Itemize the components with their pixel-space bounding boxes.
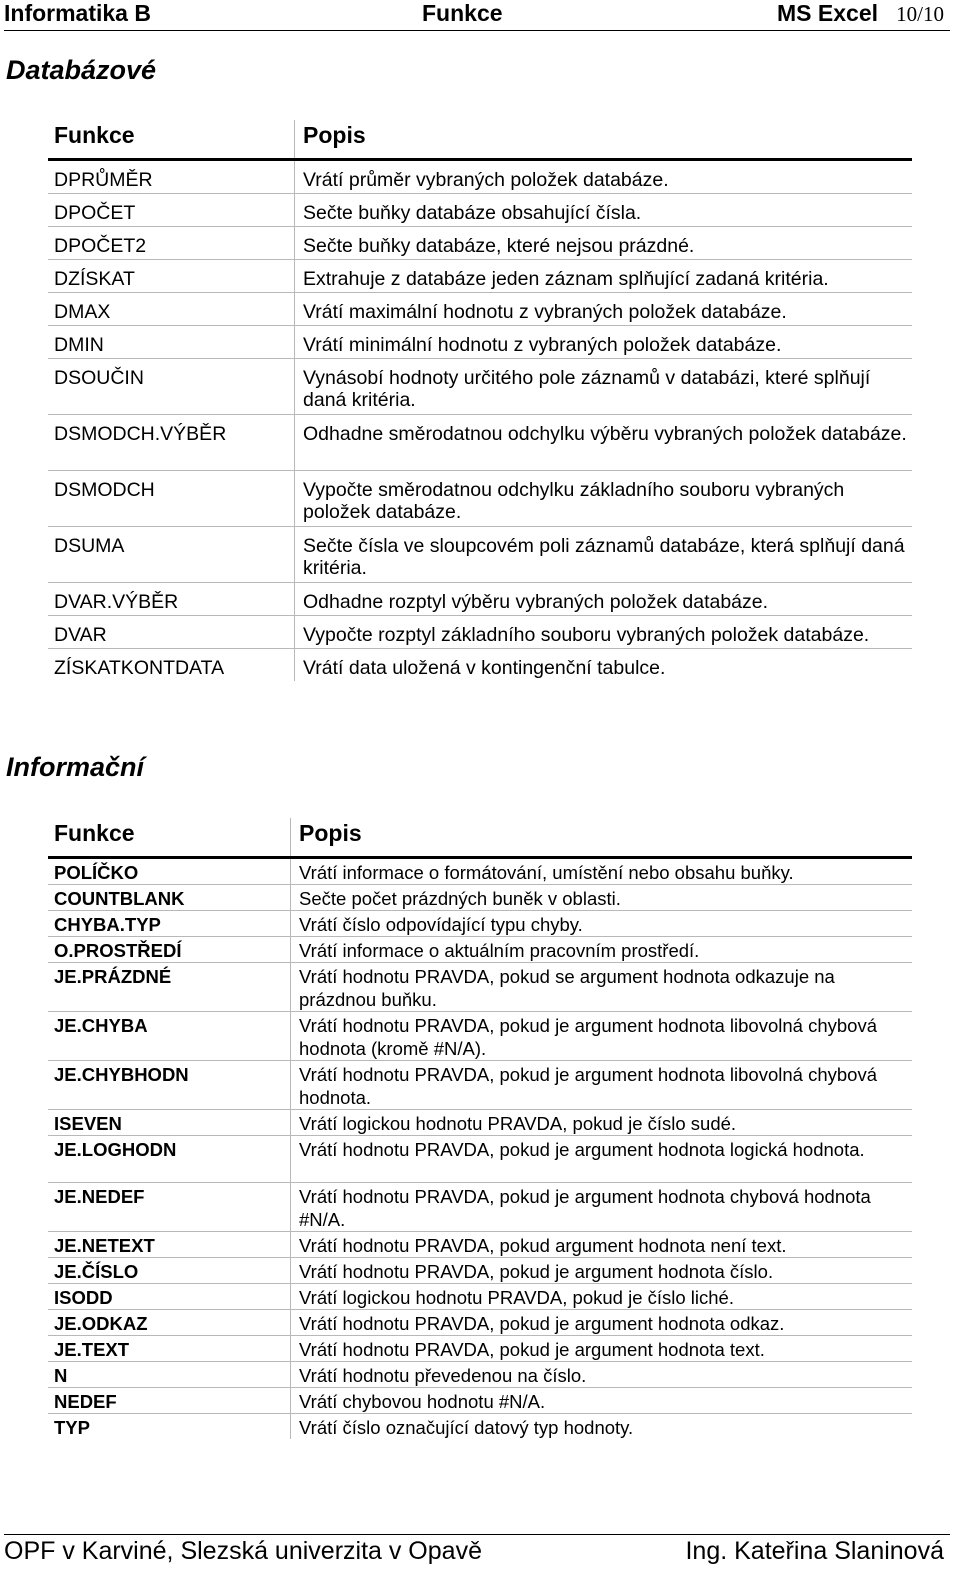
function-name: DZÍSKAT [48, 260, 295, 293]
table-row [48, 1336, 912, 1362]
section-title-database: Databázové [6, 55, 157, 85]
table-row [48, 1284, 912, 1310]
function-description: Vypočte směrodatnou odchylku základního souboru vybraných položek databáze. [295, 471, 913, 527]
function-name: JE.LOGHODN [48, 1136, 291, 1183]
function-description: Vrátí hodnotu PRAVDA, pokud je argument hodnota chybová hodnota #N/A. [291, 1183, 913, 1232]
table-row [48, 885, 912, 911]
function-name: DPOČET [48, 194, 295, 227]
application-name: MS Excel [777, 0, 878, 26]
author: Ing. Kateřina Slaninová [685, 1537, 944, 1565]
section-title-information: Informační [6, 752, 145, 782]
function-description: Sečte buňky databáze obsahující čísla. [295, 194, 913, 227]
table-row [48, 1183, 912, 1232]
function-name: JE.PRÁZDNÉ [48, 963, 291, 1012]
function-name: COUNTBLANK [48, 885, 291, 911]
function-name: DSOUČIN [48, 359, 295, 415]
function-description: Vrátí číslo označující datový typ hodnoty. [291, 1414, 913, 1440]
function-description: Vrátí hodnotu převedenou na číslo. [291, 1362, 913, 1388]
function-name: DSUMA [48, 527, 295, 583]
function-name: TYP [54, 1417, 90, 1438]
function-description: Vrátí maximální hodnotu z vybraných položek databáze. [295, 293, 913, 326]
table-row [48, 1110, 912, 1136]
function-name: N [48, 1362, 291, 1388]
institution: OPF v Karviné, Slezská univerzita v Opavě [4, 1537, 482, 1565]
chapter-title: Funkce [422, 0, 503, 26]
table-row [48, 260, 912, 293]
function-description: Vrátí hodnotu PRAVDA, pokud je argument hodnota odkaz. [291, 1310, 913, 1336]
function-description: Odhadne směrodatnou odchylku výběru vybraných položek databáze. [295, 415, 913, 471]
table-row [48, 1061, 912, 1110]
function-name: DMAX [48, 293, 295, 326]
table-row [48, 963, 912, 1012]
function-name: NEDEF [48, 1388, 291, 1414]
column-header-function: Funkce [48, 818, 291, 858]
table-row [48, 1310, 912, 1336]
table-row [48, 1388, 912, 1414]
table-row [48, 359, 912, 415]
table-row [48, 1136, 912, 1183]
table-header-row [48, 120, 912, 160]
function-name: DVAR [48, 616, 295, 649]
function-description: Vypočte rozptyl základního souboru vybraných položek databáze. [295, 616, 913, 649]
function-description: Odhadne rozptyl výběru vybraných položek databáze. [295, 583, 913, 616]
function-description: Vrátí logickou hodnotu PRAVDA, pokud je číslo sudé. [291, 1110, 913, 1136]
table-row [48, 858, 912, 885]
column-header-function: Funkce [48, 120, 295, 160]
function-description: Vrátí hodnotu PRAVDA, pokud je argument hodnota libovolná chybová hodnota (kromě #N/A). [291, 1012, 913, 1061]
function-description: Vrátí hodnotu PRAVDA, pokud je argument hodnota text. [291, 1336, 913, 1362]
function-description: Vrátí průměr vybraných položek databáze. [295, 160, 913, 194]
table-row [48, 293, 912, 326]
function-name: POLÍČKO [48, 858, 291, 885]
function-description: Vrátí číslo odpovídající typu chyby. [291, 911, 913, 937]
function-name: JE.CHYBHODN [48, 1061, 291, 1110]
page-footer [4, 1534, 950, 1565]
table-row [48, 583, 912, 616]
function-description: Vrátí logickou hodnotu PRAVDA, pokud je číslo liché. [291, 1284, 913, 1310]
table-row [48, 1012, 912, 1061]
function-name: O.PROSTŘEDÍ [48, 937, 291, 963]
function-description: Sečte počet prázdných buněk v oblasti. [291, 885, 913, 911]
page-number: 10/10 [896, 2, 944, 26]
function-name: JE.NETEXT [48, 1232, 291, 1258]
information-functions-table [48, 818, 912, 1439]
table-row [48, 326, 912, 359]
column-header-description: Popis [291, 818, 913, 858]
function-description: Vrátí hodnotu PRAVDA, pokud je argument hodnota logická hodnota. [291, 1136, 913, 1183]
function-name: DVAR.VÝBĚR [48, 583, 295, 616]
table-row [48, 1362, 912, 1388]
function-name: DSMODCH.VÝBĚR [48, 415, 295, 471]
function-description: Vrátí hodnotu PRAVDA, pokud argument hodnota není text. [291, 1232, 913, 1258]
table-row [48, 415, 912, 471]
function-description: Vrátí minimální hodnotu z vybraných položek databáze. [295, 326, 913, 359]
table-row [48, 649, 912, 682]
function-name: DMIN [48, 326, 295, 359]
function-description: Vrátí data uložená v kontingenční tabulce. [295, 649, 913, 682]
function-name: CHYBA.TYP [48, 911, 291, 937]
table-row [48, 1258, 912, 1284]
function-name: JE.TEXT [48, 1336, 291, 1362]
function-description: Vrátí informace o aktuálním pracovním prostředí. [291, 937, 913, 963]
function-description: Vynásobí hodnoty určitého pole záznamů v databázi, které splňují daná kritéria. [295, 359, 913, 415]
course-title: Informatika B [4, 0, 151, 26]
table-row [48, 937, 912, 963]
function-name: JE.ČÍSLO [48, 1258, 291, 1284]
function-description: Vrátí chybovou hodnotu #N/A. [291, 1388, 913, 1414]
function-name: DSMODCH [48, 471, 295, 527]
table-header-row [48, 818, 912, 858]
function-description: Vrátí hodnotu PRAVDA, pokud je argument hodnota libovolná chybová hodnota. [291, 1061, 913, 1110]
page-header [4, 0, 950, 31]
function-name: DPOČET2 [48, 227, 295, 260]
function-description: Vrátí hodnotu PRAVDA, pokud se argument hodnota odkazuje na prázdnou buňku. [291, 963, 913, 1012]
function-description: Sečte čísla ve sloupcovém poli záznamů databáze, která splňují daná kritéria. [295, 527, 913, 583]
column-header-description: Popis [295, 120, 913, 160]
function-name: ISEVEN [48, 1110, 291, 1136]
function-description: Vrátí hodnotu PRAVDA, pokud je argument hodnota číslo. [291, 1258, 913, 1284]
table-row [48, 471, 912, 527]
database-functions-table [48, 120, 912, 681]
table-row [48, 1232, 912, 1258]
function-name: ISODD [48, 1284, 291, 1310]
function-name: ZÍSKATKONTDATA [54, 657, 225, 679]
table-row [48, 160, 912, 194]
function-name: JE.CHYBA [48, 1012, 291, 1061]
function-description: Extrahuje z databáze jeden záznam splňující zadaná kritéria. [295, 260, 913, 293]
function-name: JE.NEDEF [48, 1183, 291, 1232]
table-row [48, 1414, 912, 1440]
table-row [48, 616, 912, 649]
table-row [48, 194, 912, 227]
function-description: Vrátí informace o formátování, umístění nebo obsahu buňky. [291, 858, 913, 885]
function-description: Sečte buňky databáze, které nejsou prázdné. [295, 227, 913, 260]
function-name: JE.ODKAZ [48, 1310, 291, 1336]
table-row [48, 227, 912, 260]
table-row [48, 911, 912, 937]
table-row [48, 527, 912, 583]
function-name: DPRŮMĚR [48, 160, 295, 194]
